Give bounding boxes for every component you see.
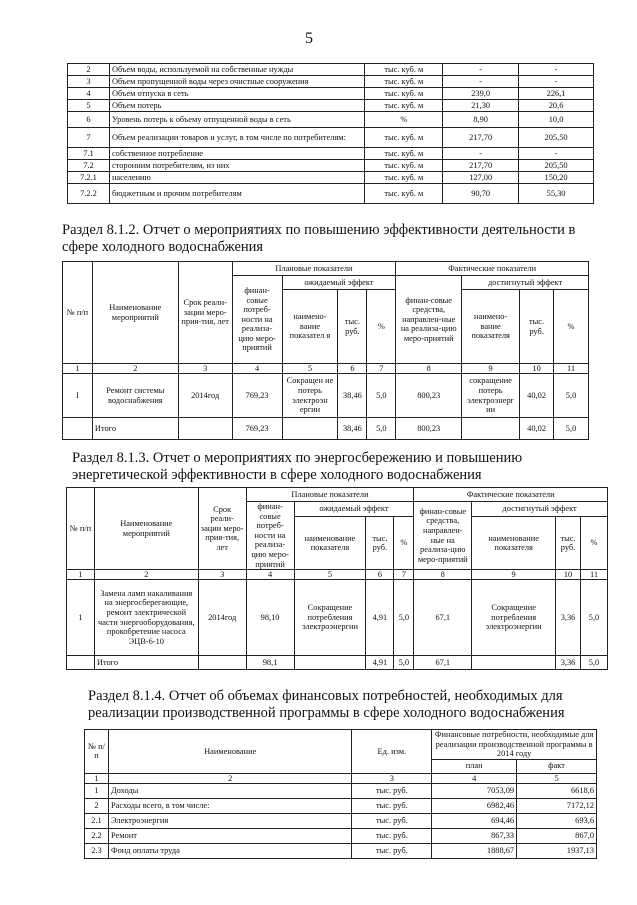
row-plan-rub: 38,46 [338,374,367,418]
h-plan: Плановые показатели [246,488,414,502]
total-fact-pct: 5,0 [581,656,608,670]
row-unit: тыс. куб. м [365,160,443,172]
column-number: 6 [366,570,394,580]
column-number: 3 [178,364,232,374]
row-num: 2.2 [85,828,109,843]
row-num: 7 [68,128,110,148]
row-unit: тыс. руб. [352,843,432,858]
row-num: 4 [68,88,110,100]
row-fact-pct: 5,0 [554,374,589,418]
total-fact-rub: 40,02 [520,418,554,440]
total-plan-fin: 98,1 [246,656,294,670]
h-expected: ожидаемый эффект [282,276,396,290]
total-plan-pct: 5,0 [367,418,396,440]
row-fact: - [519,76,594,88]
column-number: 2 [108,773,351,783]
row-fact: 1937,13 [517,843,597,858]
h-plan: Плановые показатели [232,262,396,276]
row-name: Расходы всего, в том числе: [108,798,351,813]
row-num: 7.2.1 [68,172,110,184]
row-plan-ind: Сокращен ие потерь электроэн ергии [282,374,338,418]
row-fact: 20,6 [519,100,594,112]
total-fact-fin: 67,1 [414,656,472,670]
row-name: Электроэнергия [108,813,351,828]
column-number: 4 [232,364,282,374]
h-term: Срок реали-зации меро-прия-тия, лет [178,262,232,364]
row-fact: 226,1 [519,88,594,100]
row-unit: тыс. куб. м [365,184,443,204]
row-num: 5 [68,100,110,112]
column-number: 2 [92,364,178,374]
h-num: № п/п [85,730,109,774]
h-plan: план [432,759,517,773]
section-812-heading: Раздел 8.1.2. Отчет о мероприятиях по повышению эффективности деятельности в сфере холодного водоснабжения [62,222,576,255]
h-ind-plan: наимено-вание показател я [282,290,338,364]
row-num: 2 [68,64,110,76]
column-number: 7 [367,364,396,374]
row-plan: - [443,76,519,88]
h-fact-fin: финан-совые средства, направлен-ные на реализа-цию меро-приятий [396,276,462,364]
row-plan: 867,33 [432,828,517,843]
column-number: 4 [432,773,517,783]
row-num: 1 [67,580,95,656]
row-plan: - [443,64,519,76]
row-name: собственное потребление [109,148,364,160]
row-unit: тыс. куб. м [365,148,443,160]
row-fact-fin: 67,1 [414,580,472,656]
row-num: 2.3 [85,843,109,858]
row-plan: 694,46 [432,813,517,828]
row-name: сторонним потребителям, из них [109,160,364,172]
row-fact-ind: Сокращение потребления электроэнергии [472,580,556,656]
row-name: Ремонт [108,828,351,843]
row-unit: % [365,112,443,128]
h-ind-fact: наимено-вание показателя [462,290,520,364]
row-plan: - [443,148,519,160]
row-num: 7.2.2 [68,184,110,204]
h-rub: тыс. руб. [338,290,367,364]
row-fact: 10,0 [519,112,594,128]
column-number: 5 [282,364,338,374]
h-fact: факт [517,759,597,773]
row-unit: тыс. руб. [352,813,432,828]
row-name: Доходы [108,783,351,798]
row-plan: 7053,09 [432,783,517,798]
h-pct: % [367,290,396,364]
h-pct: % [554,290,589,364]
h-name: Наименование [108,730,351,774]
row-fact-ind: сокращение потерь электроэнерг ии [462,374,520,418]
section-813-heading: Раздел 8.1.3. Отчет о мероприятиях по энергосбережению и повышению энергетической эффективности в сфере холодного водоснабжения [72,450,523,483]
h-rub: тыс. руб. [556,517,581,570]
column-number: 8 [396,364,462,374]
table-row [68,112,594,128]
total-fact-rub: 3,36 [556,656,581,670]
row-num: I [63,374,93,418]
table-row [68,172,594,184]
row-fact: 693,6 [517,813,597,828]
total-plan-rub: 4,91 [366,656,394,670]
section-813-table [66,487,608,670]
row-num: 6 [68,112,110,128]
row-name: Объем воды, используемой на собственные нужды [109,64,364,76]
column-number: 2 [94,570,198,580]
column-number: 9 [472,570,556,580]
row-fact: 867,0 [517,828,597,843]
column-number: 1 [85,773,109,783]
column-number: 5 [517,773,597,783]
column-number: 10 [520,364,554,374]
row-fact: 6618,6 [517,783,597,798]
row-fact-rub: 3,36 [556,580,581,656]
row-num: 3 [68,76,110,88]
row-num: 2.1 [85,813,109,828]
h-plan-fin: финан-совые потреб-ности на реализа-цию меро-приятий [246,502,294,570]
column-number: 9 [462,364,520,374]
table-row [85,813,597,828]
h-term: Срок реали-зации меро-прия-тия, лет [198,488,246,570]
column-number: 4 [246,570,294,580]
row-plan-fin: 769,23 [232,374,282,418]
row-fact-fin: 800,23 [396,374,462,418]
column-number: 1 [67,570,95,580]
column-number: 3 [198,570,246,580]
h-pct: % [394,517,414,570]
column-number: 11 [554,364,589,374]
h-rub: тыс. руб. [520,290,554,364]
h-expected: ожидаемый эффект [294,502,414,517]
column-number: 3 [352,773,432,783]
row-plan-pct: 5,0 [394,580,414,656]
h-num: № п/п [67,488,95,570]
table-row [68,76,594,88]
total-label: Итого [92,418,178,440]
row-fact: - [519,64,594,76]
h-unit: Ед. изм. [352,730,432,774]
page-number: 5 [305,30,313,47]
row-unit: тыс. куб. м [365,88,443,100]
table-row [68,100,594,112]
row-name: населению [109,172,364,184]
section-814-heading: Раздел 8.1.4. Отчет об объемах финансовых потребностей, необходимых для реализации производственной программы в сфере холодного водоснабжения [88,688,565,721]
water-volume-table [67,63,594,204]
row-name: Уровень потерь к объему отпущенной воды в сеть [109,112,364,128]
h-fact: Фактические показатели [414,488,608,502]
row-term: 2014год [178,374,232,418]
total-plan-pct: 5,0 [394,656,414,670]
column-number: 1 [63,364,93,374]
h-ind-plan: наименование показателя [294,517,366,570]
column-number: 6 [338,364,367,374]
h-name: Наименование мероприятий [94,488,198,570]
column-number: 10 [556,570,581,580]
h-ind-fact: наименование показателя [472,517,556,570]
row-plan: 8,90 [443,112,519,128]
row-fact: - [519,148,594,160]
row-plan-ind: Сокращение потребления электроэнергии [294,580,366,656]
row-plan: 239,0 [443,88,519,100]
row-plan: 217,70 [443,128,519,148]
row-name: Замена ламп накаливания на энергосберегающие, ремонт электрической части энергооборудования, прокобретение насоса ЭЦВ-6-10 [94,580,198,656]
h-pct: % [581,517,608,570]
row-num: 7.2 [68,160,110,172]
h-fact-fin: финан-совые средства, направлен-ные на реализа-цию меро-приятий [414,502,472,570]
row-plan-rub: 4,91 [366,580,394,656]
total-fact-pct: 5,0 [554,418,589,440]
row-name: бюджетным и прочим потребителям [109,184,364,204]
table-row [68,64,594,76]
total-plan-rub: 38,46 [338,418,367,440]
row-unit: тыс. руб. [352,798,432,813]
row-unit: тыс. куб. м [365,64,443,76]
row-name: Объем пропущенной воды через очистные сооружения [109,76,364,88]
row-term: 2014год [198,580,246,656]
row-name: Ремонт системы водоснабжения [92,374,178,418]
h-num: № п/п [63,262,93,364]
h-name: Наименование мероприятий [92,262,178,364]
h-achieved: достигнутый эффект [472,502,608,517]
row-plan: 21,30 [443,100,519,112]
row-fact: 55,30 [519,184,594,204]
row-num: 7.1 [68,148,110,160]
total-plan-fin: 769,23 [232,418,282,440]
table-row [68,160,594,172]
row-num: 1 [85,783,109,798]
row-name: Объем потерь [109,100,364,112]
table-row [85,828,597,843]
row-plan: 6982,46 [432,798,517,813]
row-unit: тыс. руб. [352,828,432,843]
row-plan: 127,00 [443,172,519,184]
table-row [68,88,594,100]
row-unit: тыс. руб. [352,783,432,798]
table-row [85,798,597,813]
table-row [85,783,597,798]
row-plan: 90,70 [443,184,519,204]
row-name: Объем отпуска в сеть [109,88,364,100]
h-achieved: достигнутый эффект [462,276,589,290]
row-plan-pct: 5,0 [367,374,396,418]
table-row [85,843,597,858]
section-812-table [62,261,589,440]
h-rub: тыс. руб. [366,517,394,570]
row-plan-fin: 98,10 [246,580,294,656]
row-name: Объем реализации товаров и услуг, в том числе по потребителям: [109,128,364,148]
row-unit: тыс. куб. м [365,128,443,148]
total-fact-fin: 800,23 [396,418,462,440]
row-name: Фонд оплаты труда [108,843,351,858]
h-fact: Фактические показатели [396,262,589,276]
table-row [68,148,594,160]
row-fact: 205,50 [519,160,594,172]
row-num: 2 [85,798,109,813]
row-unit: тыс. куб. м [365,76,443,88]
column-number: 7 [394,570,414,580]
row-fact-pct: 5,0 [581,580,608,656]
column-number: 5 [294,570,366,580]
row-fact: 205,50 [519,128,594,148]
row-unit: тыс. куб. м [365,172,443,184]
row-fact: 150,20 [519,172,594,184]
table-row [68,184,594,204]
table-row [68,128,594,148]
row-unit: тыс. куб. м [365,100,443,112]
column-number: 11 [581,570,608,580]
row-plan: 217,70 [443,160,519,172]
total-label: Итого [94,656,198,670]
row-fact-rub: 40,02 [520,374,554,418]
column-number: 8 [414,570,472,580]
h-need: Финансовые потребности, необходимые для реализации производственной программы в 2014 году [432,730,597,760]
row-fact: 7172,12 [517,798,597,813]
row-plan: 1888,67 [432,843,517,858]
section-814-table [84,729,597,859]
h-plan-fin: финан-совые потреб-ности на реализа-цию меро-приятий [232,276,282,364]
